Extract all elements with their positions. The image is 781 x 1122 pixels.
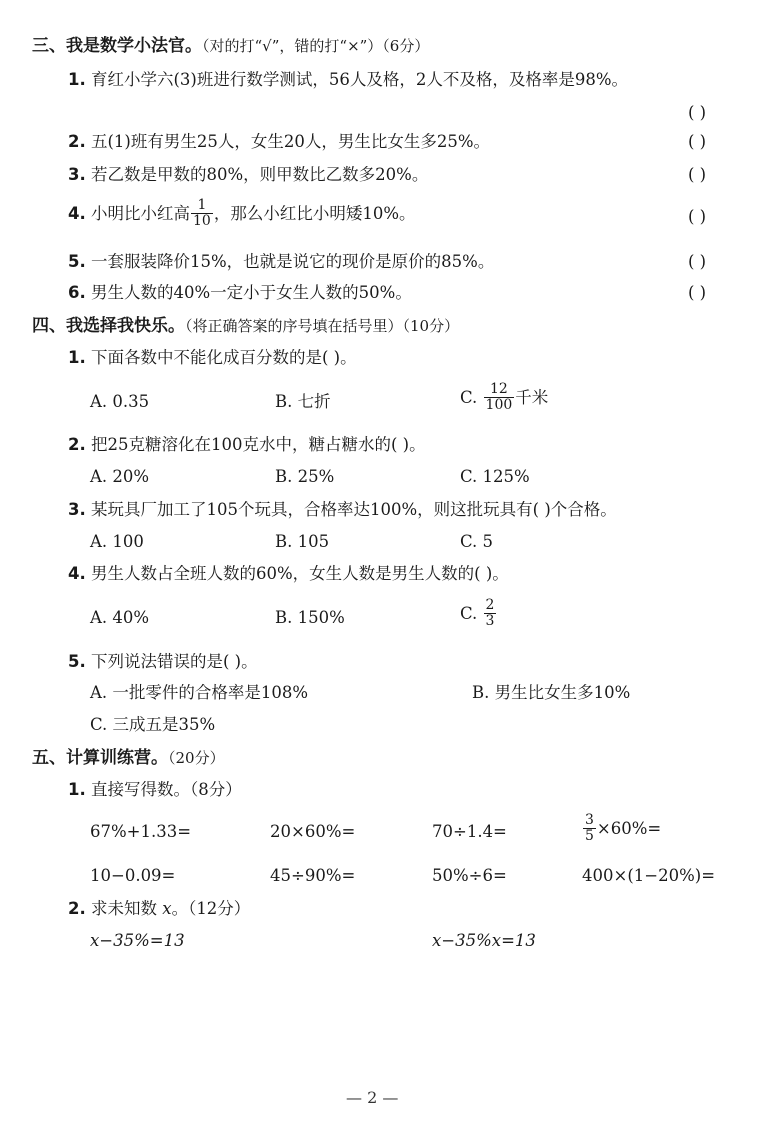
fraction: $\frac{12}{100}$ bbox=[485, 381, 513, 414]
page-number: — 2 — bbox=[346, 1088, 399, 1107]
section-4-heading bbox=[32, 318, 459, 335]
section-5-heading bbox=[32, 750, 225, 767]
question-text: 下面各数中不能化成百分数的是( )。 bbox=[91, 348, 357, 367]
section-3-note: （对的打“√”，错的打“×”）（6分） bbox=[202, 37, 430, 55]
answer-blank-4[interactable]: ( ) bbox=[688, 207, 707, 226]
option-c[interactable] bbox=[460, 382, 548, 414]
section-3-heading bbox=[32, 38, 429, 55]
option-label: C. bbox=[460, 603, 478, 623]
item-number: 1. bbox=[68, 780, 86, 799]
choice-question-1 bbox=[68, 350, 357, 367]
option-label: C. bbox=[460, 387, 478, 407]
choice-question-3 bbox=[68, 502, 617, 519]
choice-question-4 bbox=[68, 566, 509, 583]
calc-expression: 400×(1−20%)= bbox=[582, 866, 716, 885]
item-number: 1. bbox=[68, 70, 86, 89]
item-number: 2. bbox=[68, 899, 86, 918]
section-3-title: 三、我是数学小法官。 bbox=[32, 36, 202, 56]
question-text: 某玩具厂加工了105个玩具，合格率达100%，则这批玩具有( )个合格。 bbox=[91, 500, 617, 519]
option-a[interactable]: A. 0.35 bbox=[90, 392, 150, 411]
question-text: 直接写得数。（8分） bbox=[91, 780, 242, 799]
option-c[interactable]: C. 三成五是35% bbox=[90, 715, 216, 734]
option-text: 千米 bbox=[515, 387, 549, 407]
answer-blank-6[interactable]: ( ) bbox=[688, 283, 707, 302]
answer-blank-1[interactable]: ( ) bbox=[688, 103, 707, 122]
section-5-note: （20分） bbox=[168, 749, 225, 767]
item-number: 2. bbox=[68, 132, 86, 151]
calc-expression: 45÷90%= bbox=[270, 866, 356, 885]
item-number: 5. bbox=[68, 652, 86, 671]
question-text: 男生人数占全班人数的60%，女生人数是男生人数的( )。 bbox=[91, 564, 509, 583]
item-text: 一套服装降价15%，也就是说它的现价是原价的85%。 bbox=[91, 252, 495, 271]
calc-expression: 50%÷6= bbox=[432, 866, 507, 885]
answer-blank-2[interactable]: ( ) bbox=[688, 132, 707, 151]
item-number: 3. bbox=[68, 165, 86, 184]
item-text: 五(1)班有男生25人，女生20人，男生比女生多25%。 bbox=[91, 132, 491, 151]
item-number: 2. bbox=[68, 435, 86, 454]
fraction: $\frac{1}{10}$ bbox=[193, 197, 211, 230]
question-text: 把25克糖溶化在100克水中，糖占糖水的( )。 bbox=[91, 435, 426, 454]
fraction: $\frac{2}{3}$ bbox=[485, 597, 495, 630]
answer-blank-3[interactable]: ( ) bbox=[688, 165, 707, 184]
item-number: 4. bbox=[68, 564, 86, 583]
option-a[interactable]: A. 40% bbox=[90, 608, 150, 627]
option-c[interactable]: C. 5 bbox=[460, 532, 494, 551]
fraction: $\frac{3}{5}$ bbox=[585, 812, 594, 845]
section-4-note: （将正确答案的序号填在括号里）（10分） bbox=[185, 317, 460, 335]
option-b[interactable]: B. 105 bbox=[275, 532, 330, 551]
item-number: 3. bbox=[68, 500, 86, 519]
item-text: 小明比小红高 bbox=[91, 203, 190, 223]
option-c[interactable] bbox=[460, 598, 497, 630]
option-b[interactable]: B. 150% bbox=[275, 608, 345, 627]
item-number: 1. bbox=[68, 348, 86, 367]
calc-expression: $\frac{3}{5}$ ×60%= bbox=[585, 812, 662, 845]
option-a[interactable]: A. 20% bbox=[90, 467, 150, 486]
judge-item-2 bbox=[68, 134, 490, 151]
judge-item-1 bbox=[68, 72, 628, 89]
calc-expression: 67%+1.33= bbox=[90, 822, 192, 841]
section-5-title: 五、计算训练营。 bbox=[32, 748, 168, 768]
calc-expression: 70÷1.4= bbox=[432, 822, 507, 841]
question-text: 求未知数 bbox=[91, 899, 157, 918]
equation-2: x−35%x=13 bbox=[432, 931, 536, 950]
item-text: 男生人数的40%一定小于女生人数的50%。 bbox=[91, 283, 412, 302]
choice-question-5 bbox=[68, 654, 258, 671]
variable: x bbox=[162, 899, 172, 918]
option-b[interactable]: B. 男生比女生多10% bbox=[472, 683, 631, 702]
calc-expression: 10−0.09= bbox=[90, 866, 176, 885]
section-4-title: 四、我选择我快乐。 bbox=[32, 316, 185, 336]
option-a[interactable]: A. 100 bbox=[90, 532, 144, 551]
equation-1: x−35%=13 bbox=[90, 931, 185, 950]
option-a[interactable]: A. 一批零件的合格率是108% bbox=[90, 683, 309, 702]
item-text: 育红小学六(3)班进行数学测试，56人及格，2人不及格，及格率是98%。 bbox=[91, 70, 629, 89]
calc-question-1 bbox=[68, 782, 242, 799]
item-text: 若乙数是甲数的80%，则甲数比乙数多20%。 bbox=[91, 165, 429, 184]
judge-item-4 bbox=[68, 198, 416, 230]
item-text: ，那么小红比小明矮10%。 bbox=[213, 203, 416, 223]
item-number: 4. bbox=[68, 203, 86, 223]
calc-expression: 20×60%= bbox=[270, 822, 356, 841]
option-b[interactable]: B. 25% bbox=[275, 467, 335, 486]
calc-question-2: 2. 求未知数 x。（12分） bbox=[68, 899, 251, 918]
question-text: 下列说法错误的是( )。 bbox=[91, 652, 258, 671]
judge-item-5 bbox=[68, 254, 494, 271]
choice-question-2 bbox=[68, 437, 426, 454]
item-number: 5. bbox=[68, 252, 86, 271]
judge-item-6 bbox=[68, 285, 412, 302]
judge-item-3 bbox=[68, 167, 428, 184]
answer-blank-5[interactable]: ( ) bbox=[688, 252, 707, 271]
item-number: 6. bbox=[68, 283, 86, 302]
option-b[interactable]: B. 七折 bbox=[275, 392, 331, 411]
option-c[interactable]: C. 125% bbox=[460, 467, 530, 486]
